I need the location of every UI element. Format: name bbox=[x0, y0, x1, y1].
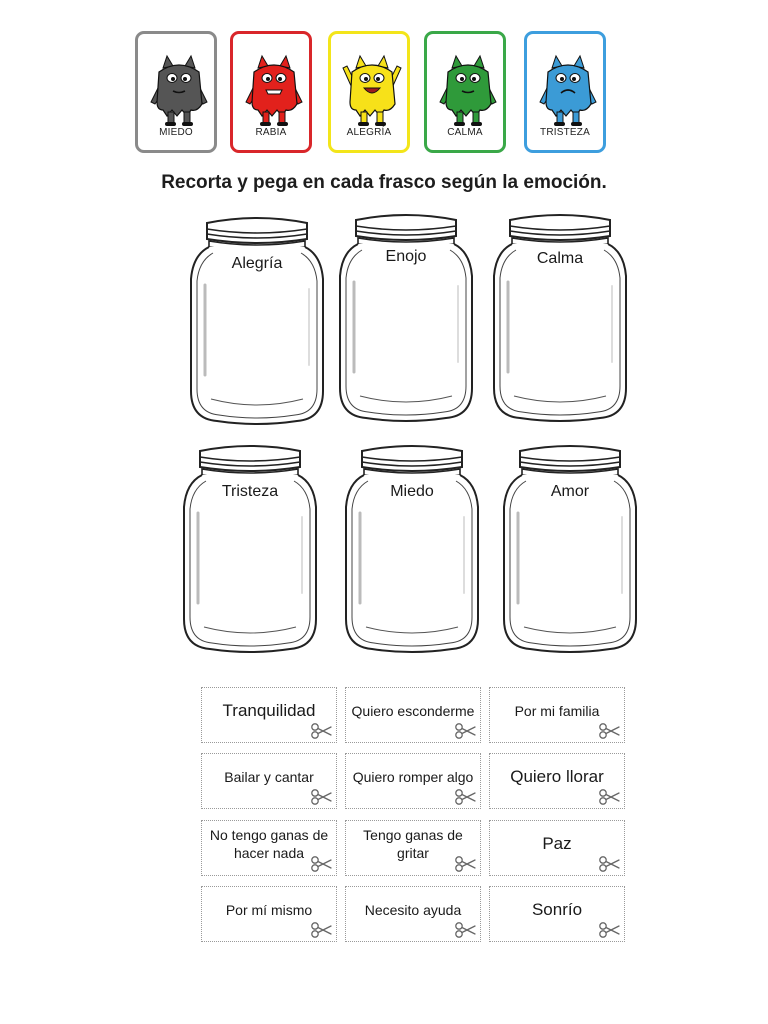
emotion-card-tristeza bbox=[524, 31, 606, 153]
cutout-card[interactable] bbox=[489, 820, 625, 876]
scissors-icon bbox=[454, 788, 476, 806]
jar-icon bbox=[490, 212, 630, 424]
emotion-card-calma bbox=[424, 31, 506, 153]
emotion-card-miedo bbox=[135, 31, 217, 153]
jar-amor bbox=[500, 443, 640, 655]
scissors-icon bbox=[598, 722, 620, 740]
card-label: ALEGRÍA bbox=[346, 127, 392, 138]
cutout-text: Bailar y cantar bbox=[224, 768, 314, 785]
cutout-text: Quiero romper algo bbox=[352, 768, 474, 785]
jar-icon bbox=[336, 212, 476, 424]
jar-alegria bbox=[187, 215, 327, 427]
cutout-card[interactable] bbox=[489, 886, 625, 942]
cutout-text: Quiero esconderme bbox=[351, 702, 475, 719]
gray-monster-icon bbox=[147, 54, 211, 128]
scissors-icon bbox=[310, 855, 332, 873]
jar-tristeza bbox=[180, 443, 320, 655]
cutout-text: Quiero llorar bbox=[510, 766, 604, 786]
jar-label: Enojo bbox=[385, 248, 427, 265]
emotion-card-rabia bbox=[230, 31, 312, 153]
scissors-icon bbox=[598, 855, 620, 873]
jar-label: Miedo bbox=[390, 483, 434, 500]
scissors-icon bbox=[454, 855, 476, 873]
scissors-icon bbox=[310, 921, 332, 939]
jar-icon bbox=[500, 443, 640, 655]
scissors-icon bbox=[454, 722, 476, 740]
jar-icon bbox=[180, 443, 320, 655]
cutout-card[interactable] bbox=[345, 820, 481, 876]
instruction-heading: Recorta y pega en cada frasco según la emoción. bbox=[161, 172, 607, 193]
cutout-card[interactable] bbox=[345, 886, 481, 942]
blue-monster-icon bbox=[536, 54, 600, 128]
cutout-card[interactable] bbox=[345, 753, 481, 809]
emotion-card-alegria bbox=[328, 31, 410, 153]
cutout-card[interactable] bbox=[201, 820, 337, 876]
card-label: MIEDO bbox=[159, 127, 193, 138]
scissors-icon bbox=[598, 788, 620, 806]
jar-enojo bbox=[336, 212, 476, 424]
red-monster-icon bbox=[242, 54, 306, 128]
jar-miedo bbox=[342, 443, 482, 655]
card-label: TRISTEZA bbox=[540, 127, 590, 138]
scissors-icon bbox=[310, 722, 332, 740]
green-monster-icon bbox=[436, 54, 500, 128]
cutout-card[interactable] bbox=[489, 687, 625, 743]
card-label: RABIA bbox=[255, 127, 287, 138]
scissors-icon bbox=[454, 921, 476, 939]
cutout-card[interactable] bbox=[201, 753, 337, 809]
jar-calma bbox=[490, 212, 630, 424]
cutout-card[interactable] bbox=[489, 753, 625, 809]
jar-icon bbox=[342, 443, 482, 655]
card-label: CALMA bbox=[447, 127, 483, 138]
jar-icon bbox=[187, 215, 327, 427]
cutout-text: Paz bbox=[542, 833, 572, 853]
cutout-card[interactable] bbox=[201, 886, 337, 942]
cutout-text: Por mi familia bbox=[514, 702, 600, 719]
scissors-icon bbox=[598, 921, 620, 939]
cutout-text: Tranquilidad bbox=[222, 700, 316, 720]
scissors-icon bbox=[310, 788, 332, 806]
cutout-text: Por mí mismo bbox=[225, 901, 313, 918]
jar-label: Tristeza bbox=[221, 483, 279, 500]
cutout-text: Necesito ayuda bbox=[364, 901, 462, 918]
cutout-text: Sonrío bbox=[531, 899, 583, 919]
jar-label: Amor bbox=[550, 483, 590, 500]
cutout-card[interactable] bbox=[345, 687, 481, 743]
jar-label: Calma bbox=[536, 250, 584, 267]
jar-label: Alegría bbox=[231, 255, 283, 272]
yellow-monster-icon bbox=[340, 54, 404, 128]
cutout-text: No tengo ganas de hacer nada bbox=[209, 826, 329, 861]
cutout-text: Tengo ganas de gritar bbox=[363, 826, 463, 861]
cutout-card[interactable] bbox=[201, 687, 337, 743]
